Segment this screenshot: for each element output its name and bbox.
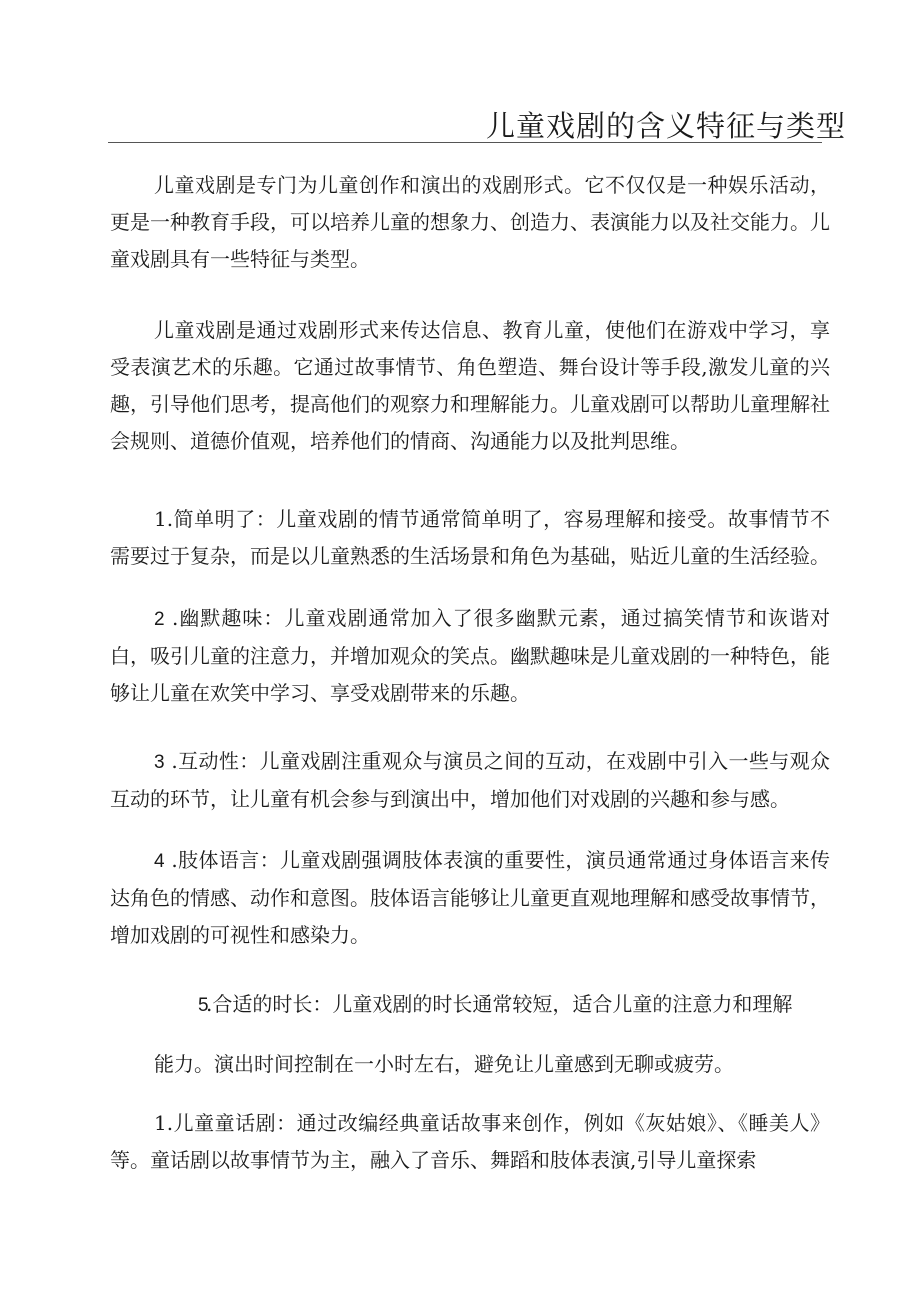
feature-item	[110, 501, 830, 575]
feature-number: 3	[154, 752, 165, 773]
feature-number: 1.	[154, 507, 174, 531]
feature-text: .肢体语言：儿童戏剧强调肢体表演的重要性，演员通常通过身体语言来传达角色的情感、动作和意图。肢体语言能够让儿童更直观地理解和感受故事情节，增加戏剧的可视性和感染力。	[110, 848, 831, 947]
feature-item	[110, 842, 830, 954]
page-title: 儿童戏剧的含义特征与类型	[486, 109, 847, 143]
type-item	[110, 1105, 830, 1179]
feature-text: 简单明了：儿童戏剧的情节通常简单明了，容易理解和接受。故事情节不需要过于复杂，而是以儿童熟悉的生活场景和角色为基础，贴近儿童的生活经验。	[110, 507, 830, 568]
feature-number: 2	[154, 609, 165, 630]
type-number: 1.	[154, 1111, 174, 1135]
feature-text: .合适的时长：儿童戏剧的时长通常较短，适合儿童的注意力和理解	[206, 992, 793, 1016]
type-text: 儿童童话剧：通过改编经典童话故事来创作，例如《灰姑娘》、《睡美人》等。童话剧以故事情节为主，融入了音乐、舞蹈和肢体表演,引导儿童探索	[110, 1111, 830, 1172]
feature-text: .互动性：儿童戏剧注重观众与演员之间的互动，在戏剧中引入一些与观众互动的环节，让儿童有机会参与到演出中，增加他们对戏剧的兴趣和参与感。	[110, 749, 831, 811]
title-divider	[108, 142, 822, 143]
feature-number: 4	[154, 851, 165, 872]
feature-item	[110, 743, 830, 818]
intro-paragraph: 儿童戏剧是专门为儿童创作和演出的戏剧形式。它不仅仅是一种娱乐活动，更是一种教育手段，可以培养儿童的想象力、创造力、表演能力以及社交能力。儿童戏剧具有一些特征与类型。	[110, 173, 830, 271]
feature-item	[110, 986, 830, 1024]
feature-number: 5	[198, 995, 209, 1016]
feature-item	[110, 600, 830, 712]
feature-continuation: 能力。演出时间控制在一小时左右，避免让儿童感到无聊或疲劳。	[154, 1052, 734, 1076]
feature-text: .幽默趣味：儿童戏剧通常加入了很多幽默元素，通过搞笑情节和诙谐对白，吸引儿童的注意力，并增加观众的笑点。幽默趣味是儿童戏剧的一种特色，能够让儿童在欢笑中学习、享受戏剧带来的乐趣。	[110, 606, 831, 705]
definition-paragraph: 儿童戏剧是通过戏剧形式来传达信息、教育儿童，使他们在游戏中学习，享受表演艺术的乐趣。它通过故事情节、角色塑造、舞台设计等手段,激发儿童的兴趣，引导他们思考，提高他们的观察力和理解能力。儿童戏剧可以帮助儿童理解社会规则、道德价值观，培养他们的情商、沟通能力以及批判思维。	[110, 318, 830, 453]
